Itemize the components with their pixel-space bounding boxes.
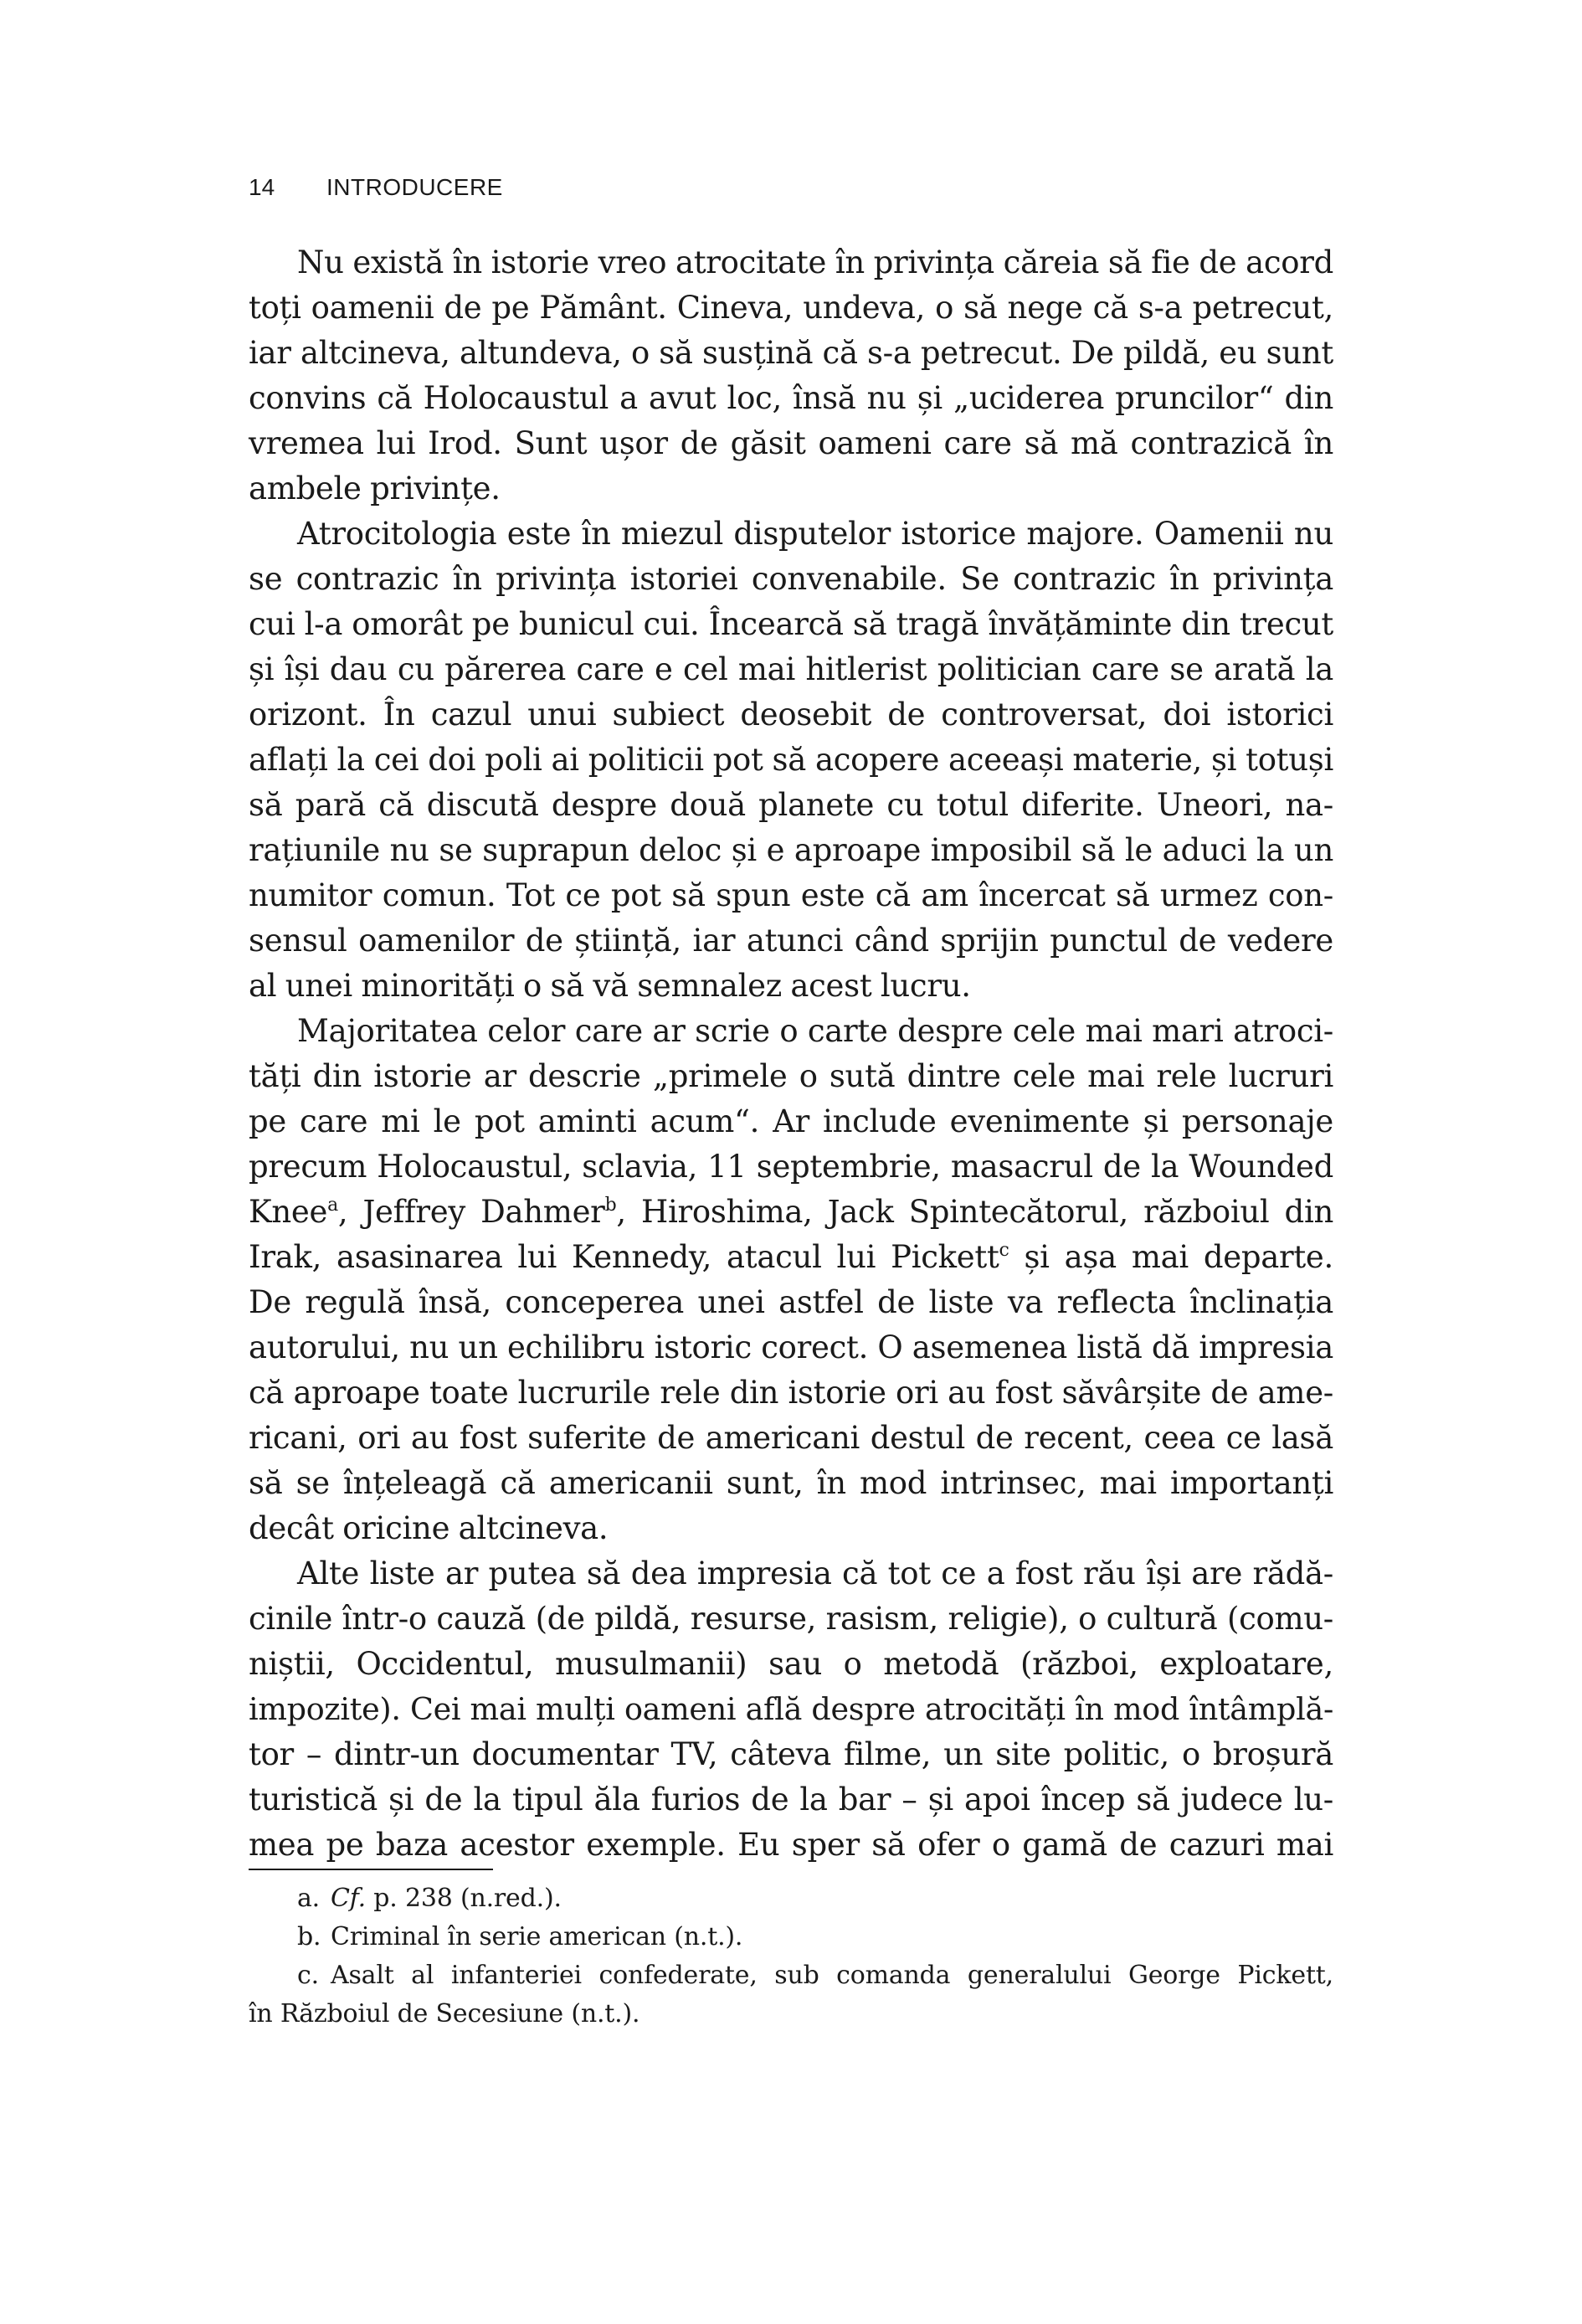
paragraph-first-line: Nu există în istorie vreo atrocitate în privința căreia să fie de acord [297, 244, 1333, 280]
footnote-c [297, 1956, 1333, 1995]
body-line: impozite). Cei mai mulți oameni află despre atrocități în mod întâmplă- [249, 1691, 1333, 1727]
body-line: convins că Holocaustul a avut loc, însă nu și „uciderea pruncilor“ din [249, 380, 1333, 416]
body-line [249, 1235, 1333, 1280]
body-line: și își dau cu părerea care e cel mai hitlerist politician care se arată la [249, 651, 1333, 687]
body-line: niștii, Occidentul, musulmanii) sau o metodă (război, exploatare, [249, 1646, 1333, 1682]
body-text-segment: Irak, asasinarea lui Kennedy, atacul lui Pickett [249, 1239, 999, 1275]
body-text-segment: , Jeffrey Dahmer [337, 1194, 605, 1230]
footnote-reference[interactable]: b [604, 1195, 617, 1216]
page-number: 14 [249, 174, 275, 200]
body-line: că aproape toate lucrurile rele din istorie ori au fost săvârșite de ame- [249, 1375, 1333, 1411]
body-line: autorului, nu un echilibru istoric corect. O asemenea listă dă impresia [249, 1329, 1333, 1365]
body-line: decât oricine altcineva. [249, 1510, 609, 1546]
footnote-text: p. 238 (n.red.). [365, 1884, 562, 1913]
body-line: ambele privințe. [249, 470, 501, 506]
footnote-reference[interactable]: a [327, 1195, 338, 1216]
body-text-segment: Knee [249, 1194, 328, 1230]
body-line: cui l-a omorât pe bunicul cui. Încearcă să tragă învățăminte din trecut [249, 606, 1333, 642]
body-line: se contrazic în privința istoriei convenabile. Se contrazic în privința [249, 561, 1333, 597]
body-line: De regulă însă, conceperea unei astfel de liste va reflecta înclinația [249, 1284, 1333, 1320]
body-line [249, 1190, 1333, 1235]
body-text-segment: și așa mai departe. [1009, 1239, 1333, 1275]
footnote-a [297, 1879, 1333, 1918]
body-line: ricani, ori au fost suferite de americani destul de recent, ceea ce lasă [249, 1420, 1333, 1456]
body-line: precum Holocaustul, sclavia, 11 septembrie, masacrul de la Wounded [249, 1149, 1333, 1185]
body-line: vremea lui Irod. Sunt ușor de găsit oameni care să mă contrazică în [249, 425, 1333, 461]
footnote-label: c. [297, 1961, 319, 1990]
paragraph-first-line: Alte liste ar putea să dea impresia că tot ce a fost rău își are rădă- [297, 1555, 1333, 1591]
body-line: turistică și de la tipul ăla furios de la bar – și apoi încep să judece lu- [249, 1782, 1333, 1818]
body-line: tor – dintr-un documentar TV, câteva filme, un site politic, o broșură [249, 1736, 1333, 1772]
body-line: să se înțeleagă că americanii sunt, în mod intrinsec, mai importanți [249, 1465, 1333, 1501]
body-text-segment: , Hiroshima, Jack Spintecătorul, războiul din [616, 1194, 1334, 1230]
footnote-italic-prefix: Cf. [331, 1884, 366, 1913]
body-line: tăți din istorie ar descrie „primele o sută dintre cele mai rele lucruri [249, 1058, 1333, 1094]
footnote-reference[interactable]: c [999, 1240, 1009, 1261]
body-line: numitor comun. Tot ce pot să spun este că am încercat să urmez con- [249, 877, 1333, 913]
body-line: pe care mi le pot aminti acum“. Ar include evenimente și personaje [249, 1103, 1333, 1139]
body-line: orizont. În cazul unui subiect deosebit de controversat, doi istorici [249, 697, 1333, 733]
body-line: rațiunile nu se suprapun deloc și e aproape imposibil să le aduci la un [249, 832, 1333, 868]
footnote-label: a. [297, 1884, 321, 1913]
section-title: INTRODUCERE [326, 174, 503, 200]
body-line: cinile într-o cauză (de pildă, resurse, rasism, religie), o cultură (comu- [249, 1601, 1333, 1637]
paragraph-first-line: Majoritatea celor care ar scrie o carte despre cele mai mari atroci- [297, 1013, 1333, 1049]
footnote-text: Criminal în serie american (n.t.). [331, 1922, 743, 1951]
body-line: toți oamenii de pe Pământ. Cineva, undeva, o să nege că s-a petrecut, [249, 290, 1333, 326]
body-line: sensul oamenilor de știință, iar atunci când sprijin punctul de vedere [249, 923, 1333, 959]
body-line: să pară că discută despre două planete cu totul diferite. Uneori, na- [249, 787, 1333, 823]
footnote-label: b. [297, 1922, 321, 1951]
footnote-separator [249, 1869, 493, 1870]
body-line: mea pe baza acestor exemple. Eu sper să ofer o gamă de cazuri mai [249, 1827, 1333, 1863]
footnote-text: Asalt al infanteriei confederate, sub comanda generalului George Pickett, [331, 1961, 1333, 1990]
footnote-b [297, 1918, 1333, 1956]
body-line: al unei minorități o să vă semnalez acest lucru. [249, 968, 971, 1004]
paragraph-first-line: Atrocitologia este în miezul disputelor istorice majore. Oamenii nu [297, 516, 1333, 552]
footnote-continuation: în Războiul de Secesiune (n.t.). [249, 1999, 640, 2028]
body-line: aflați la cei doi poli ai politicii pot să acopere aceeași materie, și totuși [249, 742, 1333, 778]
body-line: iar altcineva, altundeva, o să susțină că s-a petrecut. De pildă, eu sunt [249, 335, 1333, 371]
